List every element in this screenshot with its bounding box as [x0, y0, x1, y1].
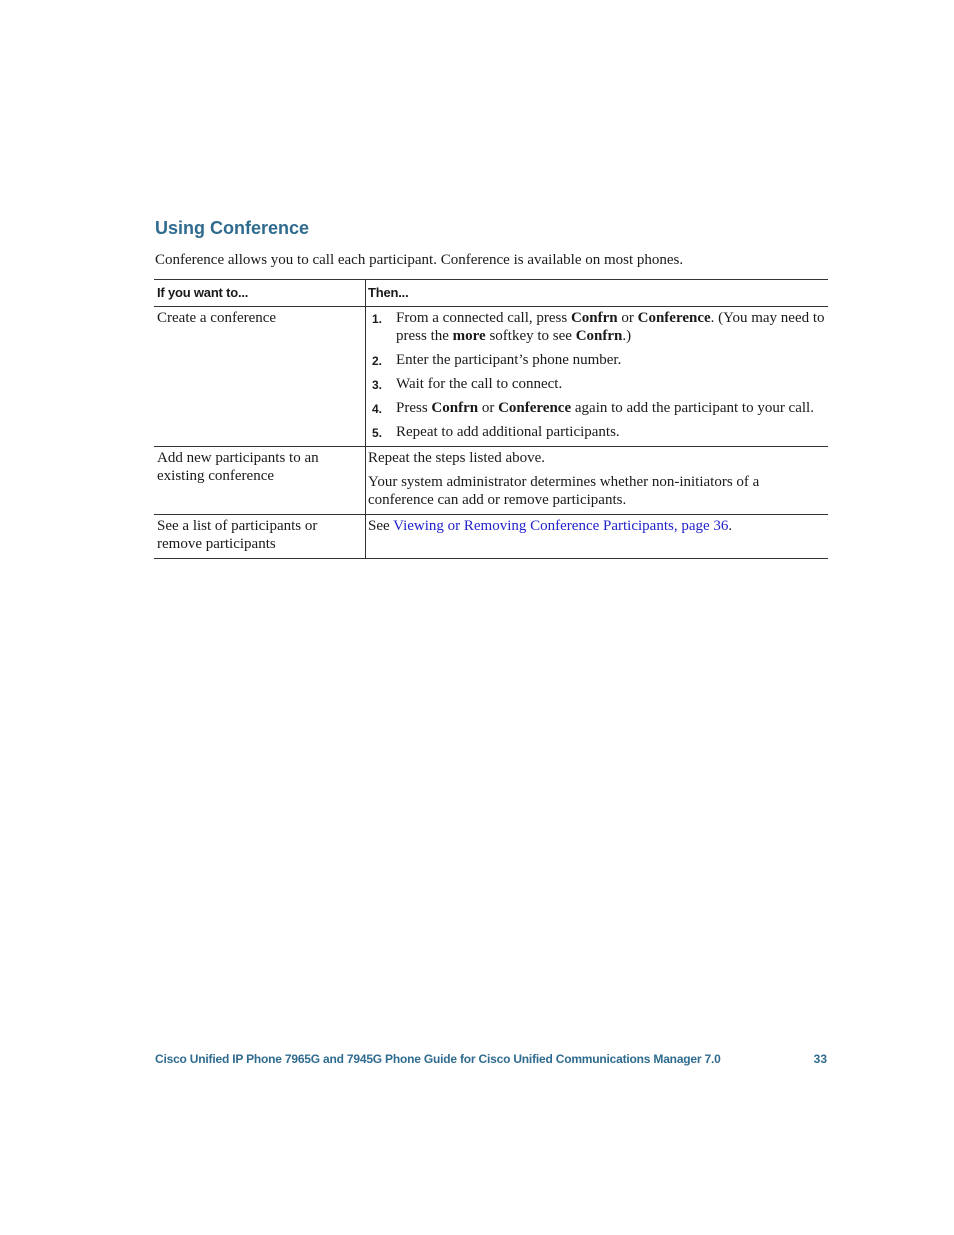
want-cell: See a list of participants or remove participants [154, 515, 366, 559]
softkey-confrn: Confrn [570, 310, 618, 326]
step-text: . (You may need to press the [396, 310, 825, 344]
step-text: From a connected call, press [396, 310, 571, 326]
section-title: Using Conference [155, 218, 310, 238]
step-number: 2. [372, 354, 383, 368]
then-cell [366, 515, 829, 559]
softkey-confrn: Confrn [575, 328, 623, 344]
table-row [154, 307, 828, 447]
want-cell: Add new participants to an existing conference [154, 447, 366, 515]
softkey-confrn: Confrn [431, 400, 479, 416]
then-cell [366, 447, 829, 515]
step-item [368, 399, 825, 417]
step-text: again to add the participant to your call. [571, 400, 814, 416]
header-if-you-want-to: If you want to... [154, 280, 366, 307]
step-item [368, 309, 825, 345]
step-text: softkey to see [485, 328, 576, 344]
step-list [368, 309, 825, 441]
want-cell: Create a conference [154, 307, 366, 447]
step-text: or [478, 400, 499, 416]
conference-table [154, 279, 828, 559]
step-text: Wait for the call to connect. [396, 376, 563, 392]
see-prefix: See [368, 518, 394, 534]
step-number: 1. [372, 312, 383, 326]
step-item [368, 351, 825, 369]
then-paragraph: Repeat the steps listed above. [368, 450, 546, 466]
then-paragraph: Your system administrator determines whether non-initiators of a conference can add or remove participants. [368, 474, 760, 508]
footer-title: Cisco Unified IP Phone 7965G and 7945G Phone Guide for Cisco Unified Communications Manager 7.0 [155, 1052, 721, 1066]
softkey-more: more [452, 328, 486, 344]
table-row [154, 515, 828, 559]
step-text: .) [622, 328, 632, 344]
step-item [368, 375, 825, 393]
step-text: Enter the participant’s phone number. [396, 352, 622, 368]
step-number: 3. [372, 378, 383, 392]
header-then: Then... [366, 280, 829, 307]
step-text: or [617, 310, 638, 326]
then-cell [366, 307, 829, 447]
step-item [368, 423, 825, 441]
softkey-conference: Conference [498, 400, 572, 416]
step-text: Press [396, 400, 432, 416]
cross-reference-link[interactable]: Viewing or Removing Conference Participants, page 36 [393, 518, 729, 534]
see-suffix: . [728, 518, 733, 534]
softkey-conference: Conference [637, 310, 711, 326]
step-number: 5. [372, 426, 383, 440]
step-text: Repeat to add additional participants. [396, 424, 620, 440]
page-number: 33 [813, 1052, 827, 1066]
step-number: 4. [372, 402, 383, 416]
table-header-row [154, 280, 828, 307]
intro-paragraph: Conference allows you to call each participant. Conference is available on most phones. [155, 252, 684, 268]
table-row [154, 447, 828, 515]
